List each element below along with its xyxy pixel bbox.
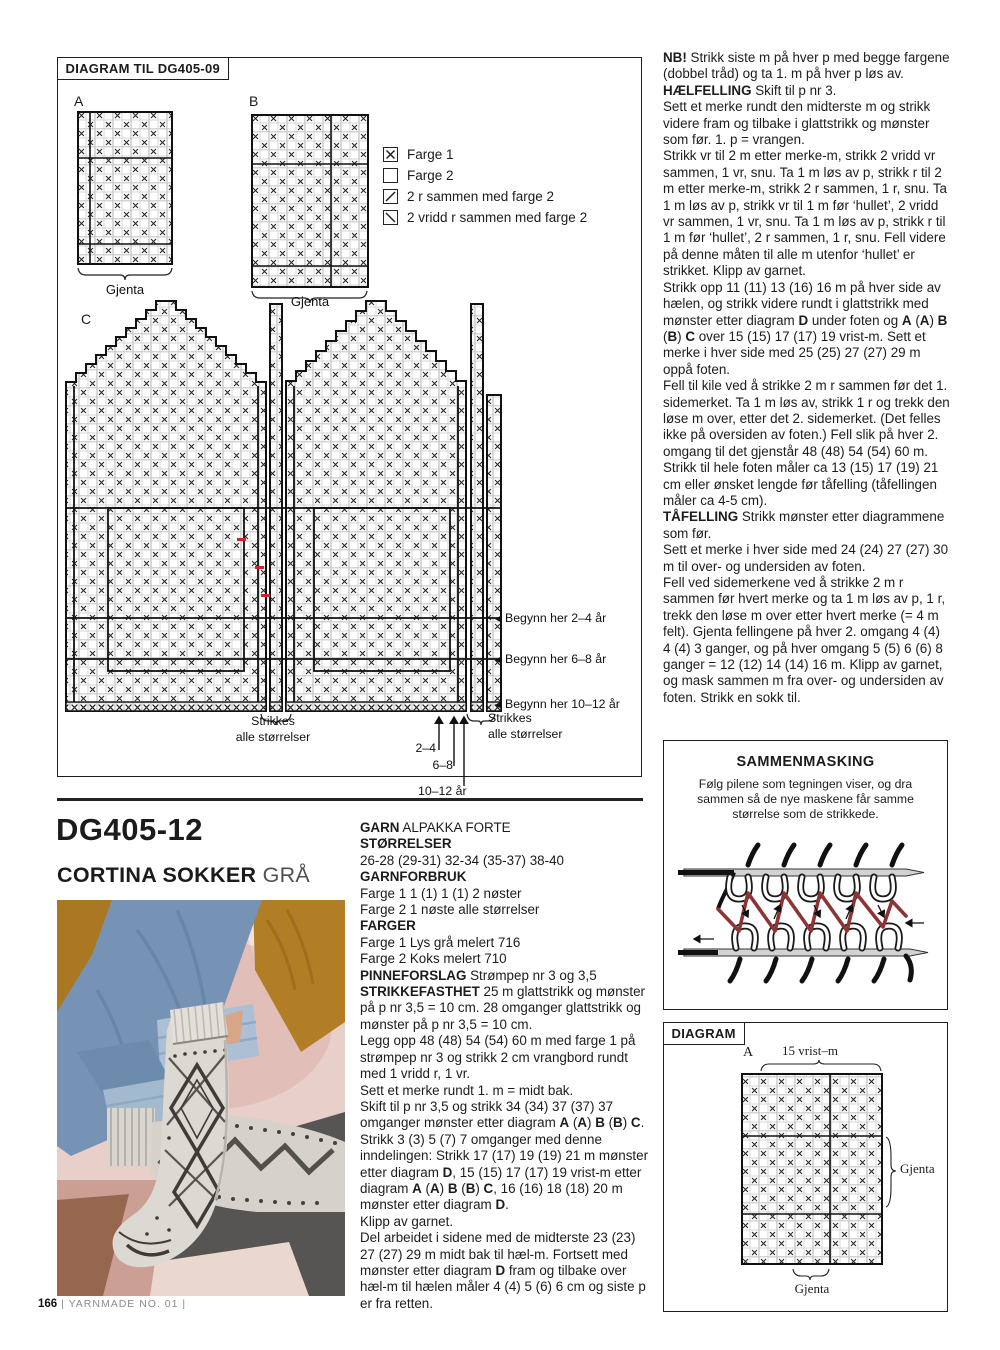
arrow-left-icon [495,701,502,709]
info-line: Klipp av garnet. [360,1213,454,1229]
sammenmasking-box [663,740,948,1010]
info-line: 26-28 (29-31) 32-34 (35-37) 38-40 [360,852,564,868]
diagram2-chart [741,1059,903,1283]
backslash-box-icon [383,210,398,225]
chart-a-label: A [74,93,84,109]
info-line: FARGER [360,918,416,934]
annotation-size-10-12: 10–12 år [418,784,467,798]
annotation-strikkes-right: Strikkes alle størrelser [488,711,563,741]
sammenmasking-text: Følg pilene som tegningen viser, og dra sammen så de nye maskene får samme størrelse som de strikkede. [697,777,914,821]
instruction-paragraph: Sett et merke i hver side med 24 (24) 27 (27) 30 m til over- og undersiden av foten. [663,542,949,574]
arrow-left-icon [495,615,502,623]
legend-row-farge2 [383,168,633,183]
annotation-begin-2-4: Begynn her 2–4 år [495,611,606,625]
instruction-paragraph: NB! Strikk siste m på hver p med begge fargene (dobbel tråd) og ta 1. m på hver p løs av. [663,50,950,82]
legend-row-farge1 [383,147,633,162]
instruction-paragraph: HÆLFELLING Skift til p nr 3. [663,82,837,98]
info-line: Farge 2 1 nøste alle størrelser [360,902,540,918]
info-line: Del arbeidet i sidene med de midterste 23 (23) 27 (27) 29 m midt bak til hæl-m. Fortsett med mønster etter diagram D fram og tilbake over hæl-m til hælen måler 4 (4) 5 (6) 6 cm og siste p er fra retten. [360,1230,646,1311]
info-line: Strikk 3 (3) 5 (7) 7 omganger med denne inndelingen: Strikk 17 (17) 19 (19) 21 m mønster etter diagram D, 15 (15) 17 (17) 19 vrist-m etter diagram A (A) B (B) C, 16 (16) 18 (18) 20 m mønster etter diagram D. [360,1131,649,1213]
diagram2-box [663,1022,948,1312]
pattern-code: DG405-12 [56,812,204,847]
diagram-box-dg405-09 [57,57,642,798]
chart-a-gjenta: Gjenta [105,282,145,297]
page-number: 166 [38,1298,58,1310]
sock-photo [57,900,345,1296]
annotation-begin-10-12: Begynn her 10–12 år [495,697,620,711]
chart-b-label: B [249,93,259,109]
instruction-paragraph: Fell ved sidemerkene ved å strikke 2 m r sammen før hvert merke og ta 1 m løs av p, 1 r, trekk den løse m over etter hvert merke (= 4 m felt). Gjenta fellingene på hver 2. omgang 4 (4) 4 (4) 3 ganger, og på hver omgang 5 (5) 6 (6) 8 ganger = 12 (12) 14 (14) 16 m. Klipp av garnet, og mask sammen m fra over- og undersiden av foten. Strikk en sokk til. [663,575,946,705]
info-line: GARN ALPAKKA FORTE [360,820,511,835]
annotation-strikkes-left: Strikkes alle størrelser [235,714,311,744]
instruction-paragraph: Fell til kile ved å strikke 2 m r sammen før det 1. sidemerket. Ta 1 m løs av, strikk 1 r og trekk den løse m over, etter det 2. sidemerket. (Det felles ikke på oversiden av foten.) Fell slik på hver 2. omgang til det gjenstår 48 (48) 54 (54) 60 m. Strikk til hele foten måler ca 13 (15) 17 (19) 21 cm eller ønsket lengde før tåfelling (tåfellingen måler ca 4-5 cm). [663,378,950,508]
pattern-title: CORTINA SOKKER GRÅ [57,863,311,887]
page-footer [38,1298,186,1310]
info-line: Farge 2 Koks melert 710 [360,951,507,967]
diagram2-chart-label: A [743,1045,754,1060]
chart-c-label: C [81,311,92,327]
chart-a [77,111,173,281]
empty-box-icon [383,168,398,183]
chart-b-gjenta: Gjenta [290,294,330,309]
info-line: Farge 1 Lys grå melert 716 [360,934,521,950]
legend-label: Farge 2 [407,168,454,183]
legend-row-2vridd [383,210,633,225]
legend-label: 2 r sammen med farge 2 [407,189,555,204]
info-line: STRIKKEFASTHET 25 m glattstrikk og mønster på p nr 3,5 = 10 cm. 28 omganger glattstrikk og mønster på p nr 3,5 = 10 cm. [360,984,645,1032]
instructions-column [663,50,950,706]
instruction-paragraph: Strikk vr til 2 m etter merke-m, strikk 2 vridd vr sammen, 1 vr, snu. Ta 1 m løs av p, strikk r til 2 m etter merke-m, strikk 2 r sammen, 1 r, snu. Ta 1 m løs av p, strikk vr til 1 m før ‘hullet’, 2 vridd vr sammen, 1 vr, snu. Ta 1 m løs av p, strikk r til 1 m før ‘hullet’, 2 r sammen, 1 r, snu. Fell videre på denne måten til alle m utenfor ‘hullet’ er strikket. Klipp av garnet. [663,148,948,279]
annotation-begin-6-8: Begynn her 6–8 år [495,652,606,666]
diagram2-gjenta-right: Gjenta [900,1161,935,1176]
diagram2-tab: DIAGRAM [663,1022,745,1045]
red-mark [261,594,270,597]
chart-b [251,114,369,304]
instruction-paragraph: Sett et merke rundt den midterste m og strikk videre fram og tilbake i glattstrikk og mønster som før. 1. p = vrangen. [663,99,931,148]
chart-legend [383,147,633,231]
annotation-size-2-4: 2–4 [415,741,436,755]
diagram-box-title: DIAGRAM TIL DG405-09 [57,57,230,80]
annotation-size-6-8: 6–8 [432,758,453,772]
red-mark [255,566,264,569]
info-line: Legg opp 48 (48) 54 (54) 60 m med farge 1 på strømpep nr 3 og strikk 2 cm vrangbord rundt med 1 vridd r, 1 vr. [360,1033,636,1082]
info-line: Skift til p nr 3,5 og strikk 34 (34) 37 (37) 37 omganger mønster etter diagram A (A) B (B) C. [360,1098,645,1131]
info-line: GARNFORBRUK [360,869,467,885]
pattern-title-suffix: GRÅ [262,863,311,887]
x-in-box-icon [383,147,398,162]
sammenmasking-illustration [678,831,932,1001]
info-line: PINNEFORSLAG Strømpep nr 3 og 3,5 [360,967,597,983]
info-line: STØRRELSER [360,836,452,852]
slash-box-icon [383,189,398,204]
pattern-info-column [360,820,653,1312]
section-divider [57,798,643,801]
magazine-name: | YARNMADE NO. 01 | [61,1298,187,1310]
legend-row-2r-sammen [383,189,633,204]
arrow-left-icon [495,656,502,664]
legend-label: 2 vridd r sammen med farge 2 [407,210,588,225]
red-mark [237,538,246,541]
diagram2-bracket-label: 15 vrist–m [782,1043,838,1058]
sammenmasking-title: SAMMENMASKING [736,754,875,770]
legend-label: Farge 1 [407,147,454,162]
diagram2-gjenta-bottom: Gjenta [794,1281,830,1296]
instruction-paragraph: Strikk opp 11 (11) 13 (16) 16 m på hver side av hælen, og strikk videre rundt i glattstrikk med mønster etter diagram D under foten og A (A) B (B) C over 15 (15) 17 (17) 19 vrist-m. Sett et merke i hver side med 25 (25) 27 (27) 29 m oppå foten. [663,279,948,377]
info-line: Farge 1 1 (1) 1 (1) 2 nøster [360,885,522,901]
instruction-paragraph: TÅFELLING Strikk mønster etter diagrammene som før. [663,509,945,541]
info-line: Sett et merke rundt 1. m = midt bak. [360,1082,574,1098]
